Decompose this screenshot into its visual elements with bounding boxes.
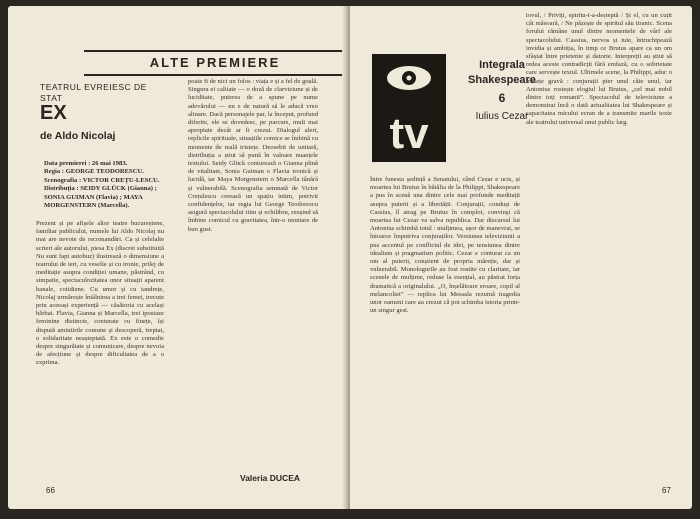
review-column-1: Prezent și pe afișele altor teatre bucureștene, familiar publicului, numele lui Aldo Nicolaj nu mai are nevoie de recomandări. Ca și celelalte scrieri ale autorului, piesa Ex (discret substituită Nu sunt fapt autobuz) ilustrează o dimensiune a teatrului de ieri, cu veselie și cu ironie, prilej de meditație asupra condiției umane, păstrând, cu simpatie, spectaculozitatea unor situații aparent banale, cotidiene. Cu umor și cu tandrețe, Nicolaj urmărește întâlnirea a trei femei, trecute prin aceeași experiență — căsătoria cu același bărbat. Flavia, Gianna și Marcella, trei ipostaze feminine distincte, conturate cu finețe, își dispută amintirile comune și descoperă, treptat, o solidaritate neașteptată. Ex este o comedie despre singurătate și comunicare, despre nevoia de afecțiune și despre dificultatea de a o exprima. bbox=[36, 220, 164, 367]
review-column-2: poate fi de nici un folos : viața e și a fel de goală. Singura ei calitate — o doză de clarviziune și de luciditate, puterea de a spune pe nume adevărului — nu e de natură să le aducă vreo alinare. Dacă personajele par, la început, profund diferite, ele se dovedesc, pe parcurs, mult mai apropiate decât ar fi crezut. Dialogul alert, replicile spirituale, situațiile comice se îmbină cu momente de reală tristețe. Deosebit de unitară, distribuția a știut să pună în valoare nuanțele textului. Seidy Glück conturează o Gianna plină de vitalitate, Sonia Guiman o Flavia ironică și lucidă, iar Maya Morgenstern o Marcella tânără și vulnerabilă. Scenografia semnată de Victor Crețulescu creează un spațiu intim, potrivit confidențelor, iar regia lui George Teodorescu asigură spectacolului ritm și echilibru, reușind să îmbine comicul cu gravitatea, într-o montare de bun gust. bbox=[188, 78, 318, 233]
episode-number: 6 bbox=[498, 91, 506, 105]
page-number-left: 66 bbox=[46, 486, 55, 495]
set-design-credit: Scenografia : VICTOR CREȚU-LESCU. bbox=[44, 176, 160, 184]
section-header: ALTE PREMIERE bbox=[84, 50, 346, 76]
credits-block bbox=[44, 160, 160, 210]
page-number-right: 67 bbox=[662, 486, 671, 495]
left-page bbox=[8, 6, 346, 509]
author-signature: Valeria DUCEA bbox=[240, 473, 300, 483]
director-credit: Regia : GEORGE TEODORESCU. bbox=[44, 168, 144, 176]
tv-logo-icon bbox=[370, 52, 448, 164]
cast-credit: Distribuția : SEIDY GLÜCK (Gianna) ; SONIA GUIMAN (Flavia) ; MAYA MORGENSTERN (Marcella). bbox=[44, 185, 157, 210]
premiere-date: Data premierei : 26 mai 1983. bbox=[44, 160, 128, 167]
tv-logo-text: tv bbox=[389, 109, 429, 158]
play-title: EX bbox=[40, 102, 67, 124]
episode-play: Iulius Cezar bbox=[475, 111, 529, 122]
tv-column-1: Între funesta ședință a Senatului, când Cezar e ucis, și moartea lui Brutus în bătălia de la Philippi, Shakespeare a pus în scenă una dintre cele mai profunde meditații asupra puterii și a libertății. Conjurații, conduși de Cassius, îl atrag pe Brutus în complot, convinși că moartea lui Cezar va salva republica. Dar discursul lui Antonius schimbă totul : mulțimea, ușor de manevrat, se întoarce împotriva conjuraților. Versiunea televiziunii a pus accentul pe conflictul de idei, pe tensiunea dintre idealism și pragmatism politic. Cezar e conturat ca un om al puterii, conștient de propria măreție, dar și vulnerabil. Monologurile au fost rostite cu claritate, iar scenele de mulțime, reduse la esențial, au păstrat forța dramatică a originalului. „O, înșelătoare eroare, copil al melancoliei” — replica lui Messala rezumă tragedia unor oameni care au crezut că pot schimba istoria printr-un singur gest. bbox=[370, 176, 520, 315]
series-title: Integrala Shakespeare bbox=[468, 59, 536, 86]
play-author: de Aldo Nicolaj bbox=[40, 130, 116, 142]
tv-column-2: tovul, / Priviți, spiritu-i-a-deșteptă / Și el, cu un cuțit cât măsoară, / Ne păzește de spiritul său tiranic. Scena forului rămâne unul dintre momentele de vârf ale spectacolului. Cassius, nervos și iute, întruchipează invidia și ambiția, în timp ce Brutus apare ca un om sfâșiat între prietenie și datorie. Interpreții au știut să redea aceste contradicții fără emfază, cu o sobrietate care servește textul. Ultimele scene, la Philippi, aduc o tristețe gravă : conjurații pier unul câte unul, iar Antonius rostește elogiul lui Brutus, „cel mai nobil dintre toți romanii”. Spectacolul de televiziune a demonstrat încă o dată actualitatea lui Shakespeare și capacitatea micului ecran de a transmite marile texte ale teatrului universal unui public larg. bbox=[526, 12, 672, 126]
right-page bbox=[350, 6, 692, 509]
theatre-name: TEATRUL EVREIESC DE STAT bbox=[40, 82, 147, 103]
